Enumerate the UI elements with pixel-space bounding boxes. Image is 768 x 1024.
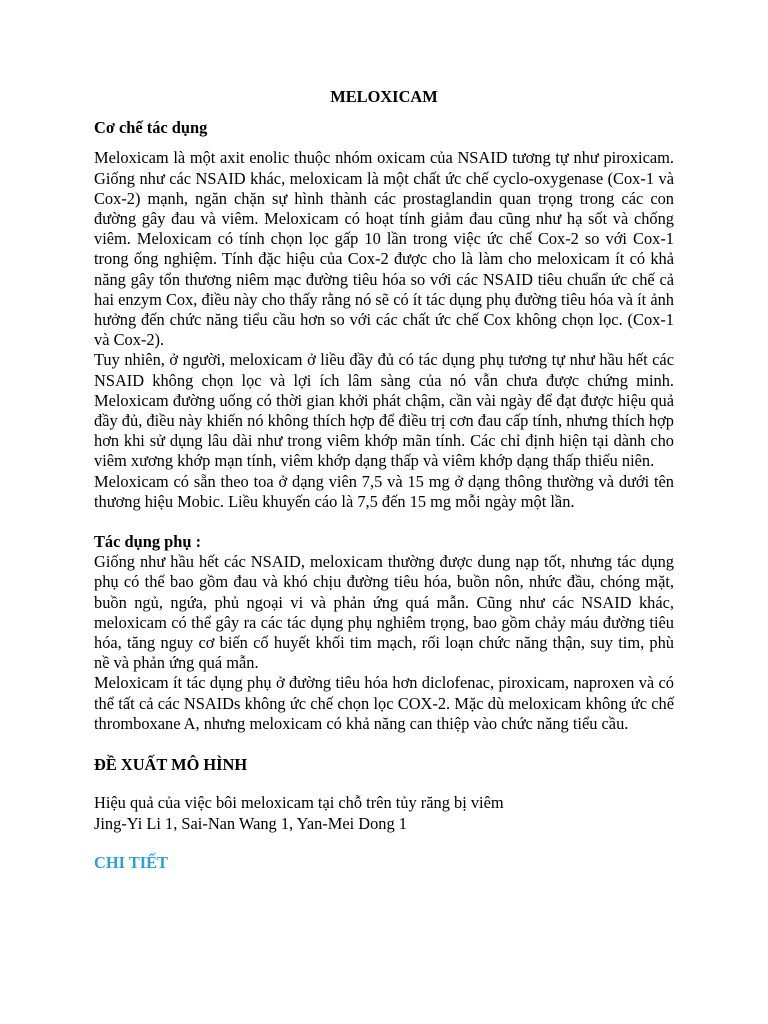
article-authors: Jing-Yi Li 1, Sai-Nan Wang 1, Yan-Mei Dong 1 [94, 813, 407, 833]
section-heading-side-effects: Tác dụng phụ : [94, 532, 202, 552]
section-heading-proposal: ĐỀ XUẤT MÔ HÌNH [94, 755, 248, 775]
side-effects-paragraph-1: Giống như hầu hết các NSAID, meloxicam thường được dung nạp tốt, nhưng tác dụng phụ có thể bao gồm đau và khó chịu đường tiêu hóa, buồn nôn, nhức đầu, chóng mặt, buồn ngủ, ngứa, phủ ngoại vi và phản ứng quá mẫn. Cũng như các NSAID khác, meloxicam có thể gây ra các tác dụng phụ nghiêm trọng, bao gồm chảy máu đường tiêu hóa, tăng nguy cơ biến cố huyết khối tim mạch, rối loạn chức năng thận, suy tim, phù nề và phản ứng quá mẫn. [94, 552, 674, 673]
mechanism-paragraph-1: Meloxicam là một axit enolic thuộc nhóm oxicam của NSAID tương tự như piroxicam. Giống như các NSAID khác, meloxicam là một chất ức chế cyclo-oxygenase (Cox-1 và Cox-2) mạnh, ngăn chặn sự hình thành các prostaglandin quan trọng trong các con đường gây đau và viêm. Meloxicam có hoạt tính giảm đau cũng như hạ sốt và chống viêm. Meloxicam có tính chọn lọc gấp 10 lần trong việc ức chế Cox-2 so với Cox-1 trong ống nghiệm. Tính đặc hiệu của Cox-2 được cho là làm cho meloxicam ít có khả năng gây tổn thương niêm mạc đường tiêu hóa so với các NSAID tiêu chuẩn ức chế cả hai enzym Cox, điều này cho thấy rằng nó sẽ có ít tác dụng phụ đường tiêu hóa và ít ảnh hưởng đến chức năng tiểu cầu hơn so với các chất ức chế Cox không chọn lọc. (Cox-1 và Cox-2). [94, 148, 674, 350]
document-body [94, 87, 674, 873]
mechanism-paragraph-2: Tuy nhiên, ở người, meloxicam ở liều đầy đủ có tác dụng phụ tương tự như hầu hết các NSAID không chọn lọc và lợi ích lâm sàng của nó vẫn chưa được chứng minh. Meloxicam đường uống có thời gian khởi phát chậm, cần vài ngày để đạt được hiệu quả đầy đủ, điều này khiến nó không thích hợp để điều trị cơn đau cấp tính, nhưng thích hợp hơn khi sử dụng lâu dài như trong viêm khớp mãn tính. Các chỉ định hiện tại dành cho viêm xương khớp mạn tính, viêm khớp dạng thấp và viêm khớp dạng thấp thiếu niên. [94, 350, 674, 471]
spacer [94, 512, 674, 532]
mechanism-paragraph-3: Meloxicam có sẵn theo toa ở dạng viên 7,5 và 15 mg ở dạng thông thường và dưới tên thương hiệu Mobic. Liều khuyến cáo là 7,5 đến 15 mg mỗi ngày một lần. [94, 471, 674, 511]
section-heading-mechanism: Cơ chế tác dụng [94, 118, 208, 138]
side-effects-paragraph-2: Meloxicam ít tác dụng phụ ở đường tiêu hóa hơn diclofenac, piroxicam, naproxen và có thể tất cả các NSAIDs không ức chế chọn lọc COX-2. Mặc dù meloxicam không ức chế thromboxane A, nhưng meloxicam có khả năng can thiệp vào chức năng tiểu cầu. [94, 673, 674, 733]
document-title: MELOXICAM [330, 87, 438, 106]
detail-link[interactable]: CHI TIẾT [94, 852, 168, 872]
article-title: Hiệu quả của việc bôi meloxicam tại chỗ trên tủy răng bị viêm [94, 793, 504, 813]
